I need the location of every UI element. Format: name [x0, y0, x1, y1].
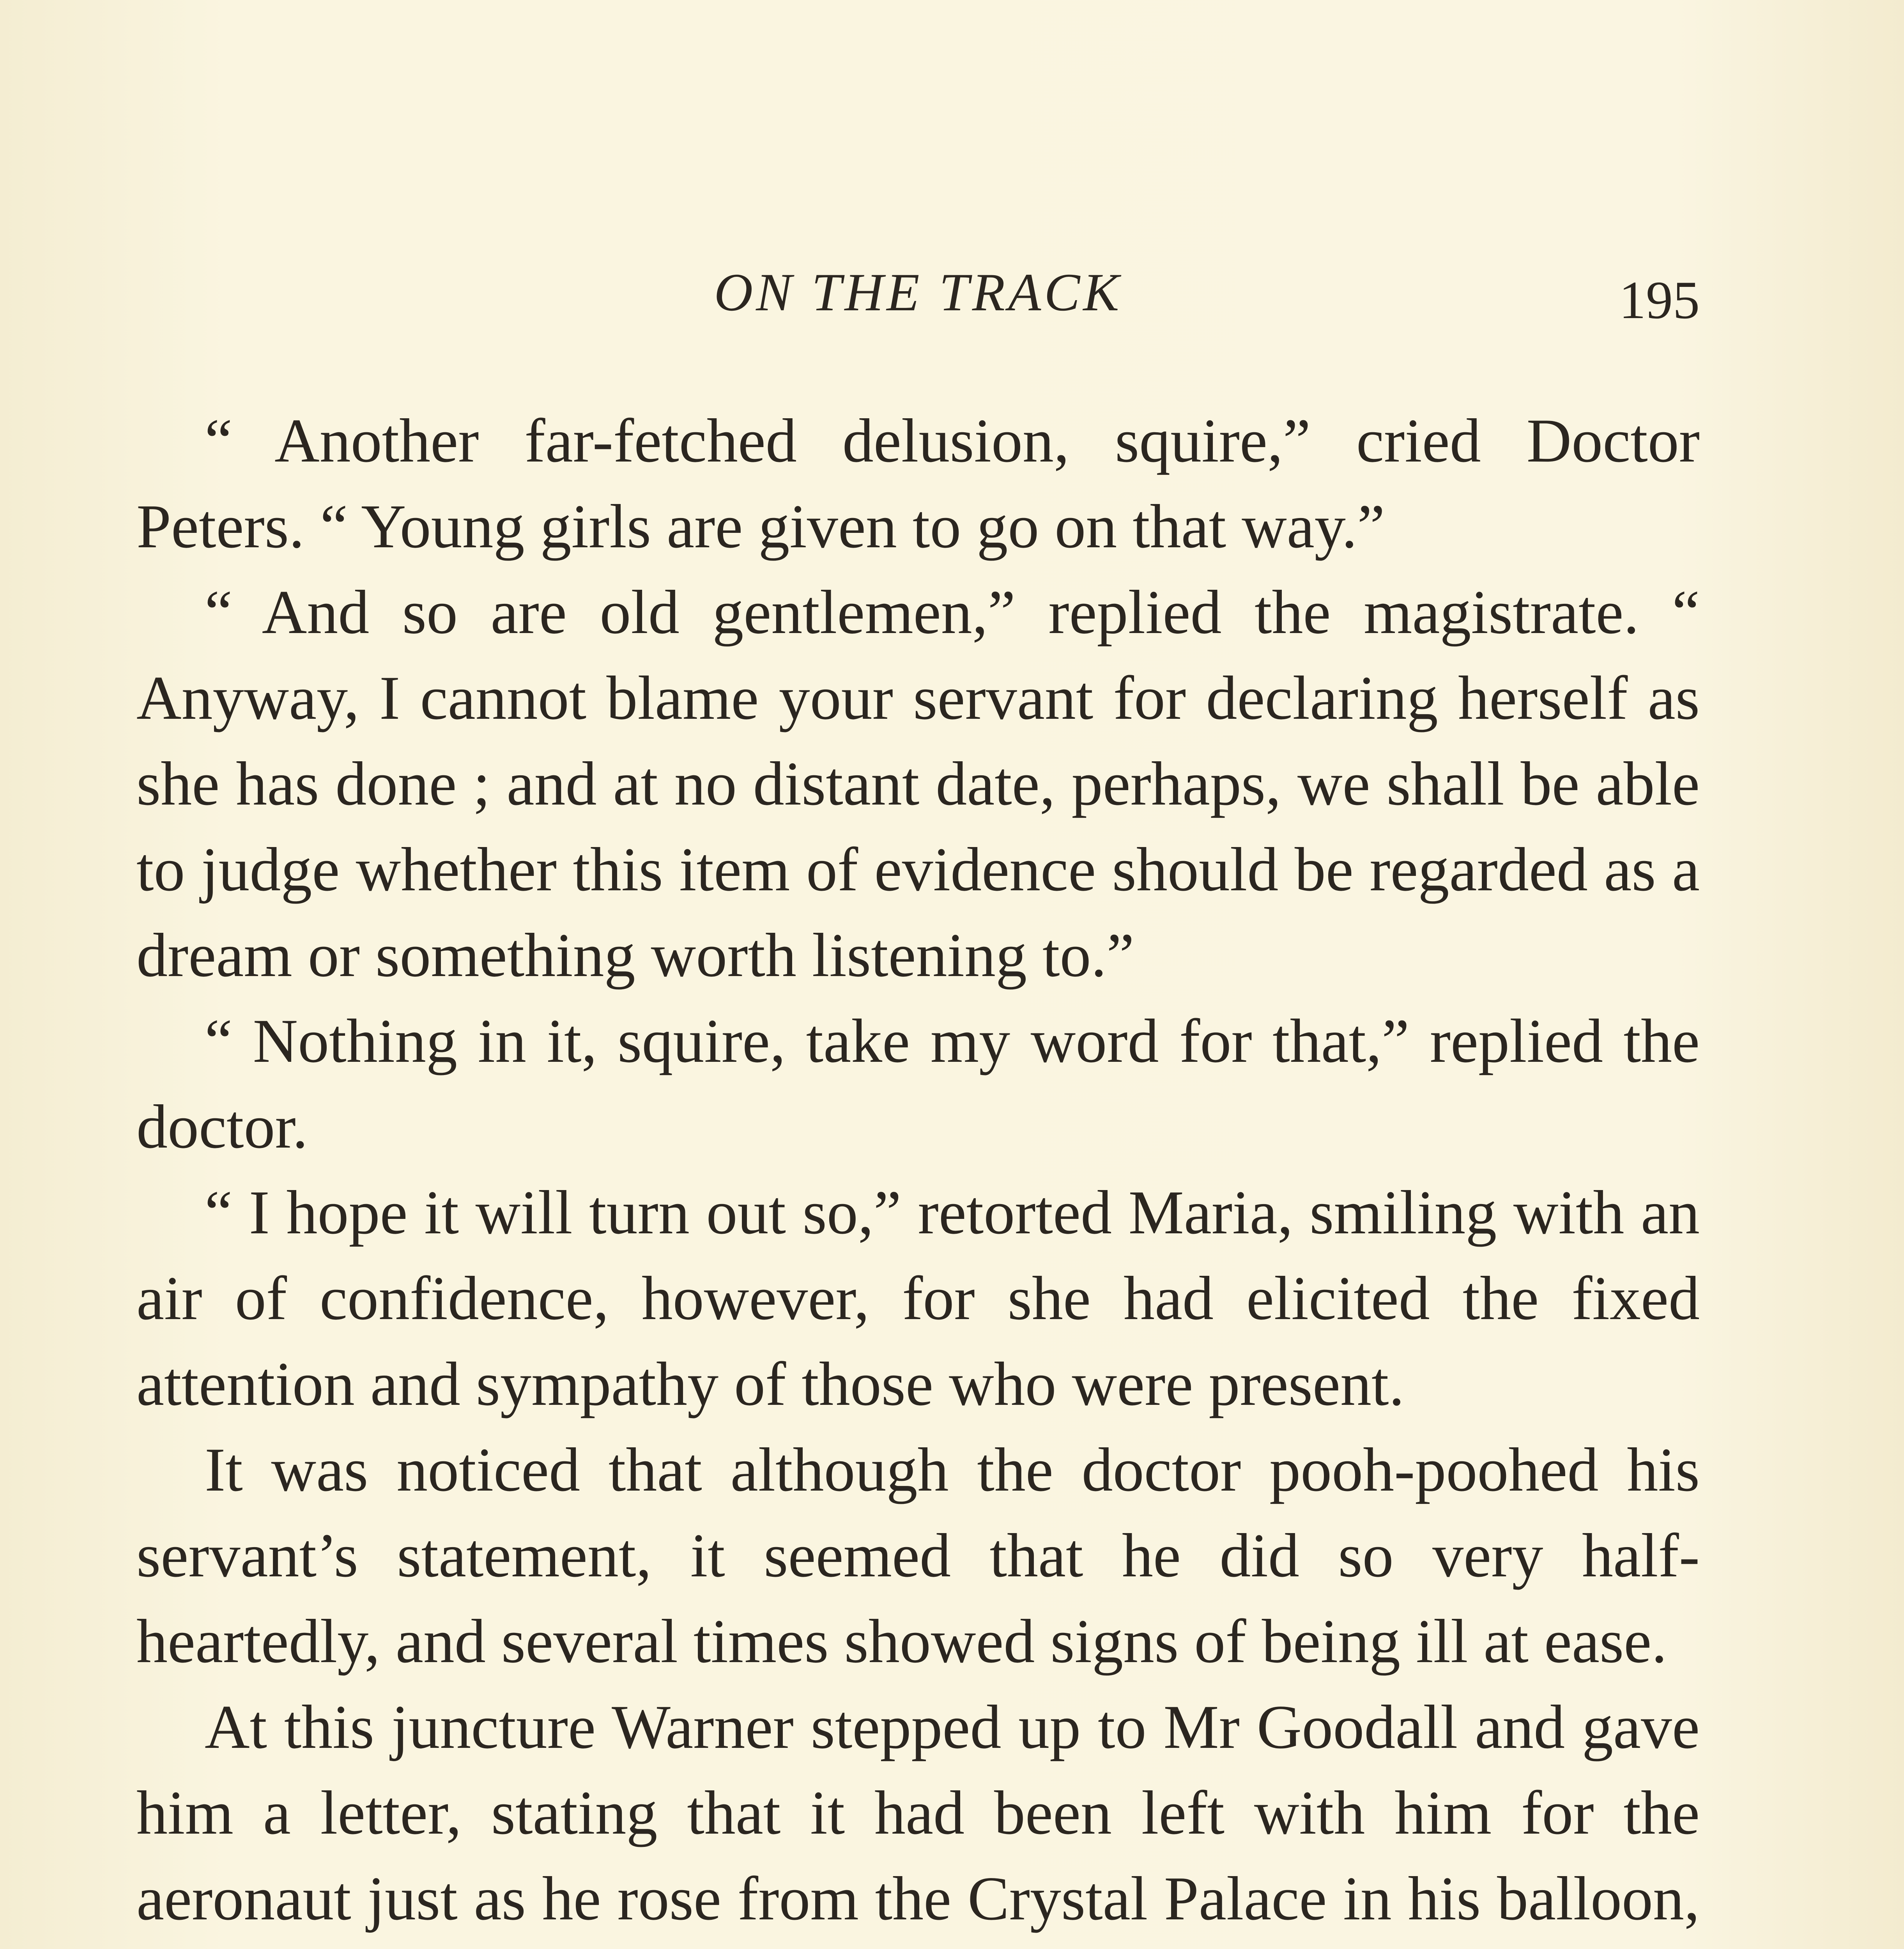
paragraph: It was noticed that although the doctor pooh-poohed his servant’s statement, it seemed that he did so very half-heartedly, and several times showed signs of being ill at ease. — [136, 1435, 1700, 1676]
page-number: 195 — [1619, 270, 1700, 330]
running-head: ON THE TRACK — [714, 262, 1122, 322]
body-text — [136, 398, 1700, 1949]
paragraph: “ Another far-fetched delusion, squire,” cried Doctor Peters. “ Young girls are given to go on that way.” — [136, 406, 1700, 561]
paragraph: “ Nothing in it, squire, take my word for that,” replied the doctor. — [136, 1006, 1700, 1161]
paragraph: “ And so are old gentlemen,” replied the magistrate. “ Anyway, I cannot blame your servant for declaring herself as she has done ; and at no distant date, perhaps, we shall be able to judge whether this item of evidence should be regarded as a dream or something worth listening to.” — [136, 577, 1700, 990]
page-header — [136, 249, 1700, 335]
paragraph: At this juncture Warner stepped up to Mr Goodall and gave him a letter, stating that it had been left with him for the aeronaut just as he rose from the Crystal Palace in his balloon, — [136, 1692, 1700, 1933]
paragraph: “ I hope it will turn out so,” retorted Maria, smiling with an air of confidence, however, for she had elicited the fixed attention and sympathy of those who were present. — [136, 1178, 1700, 1418]
